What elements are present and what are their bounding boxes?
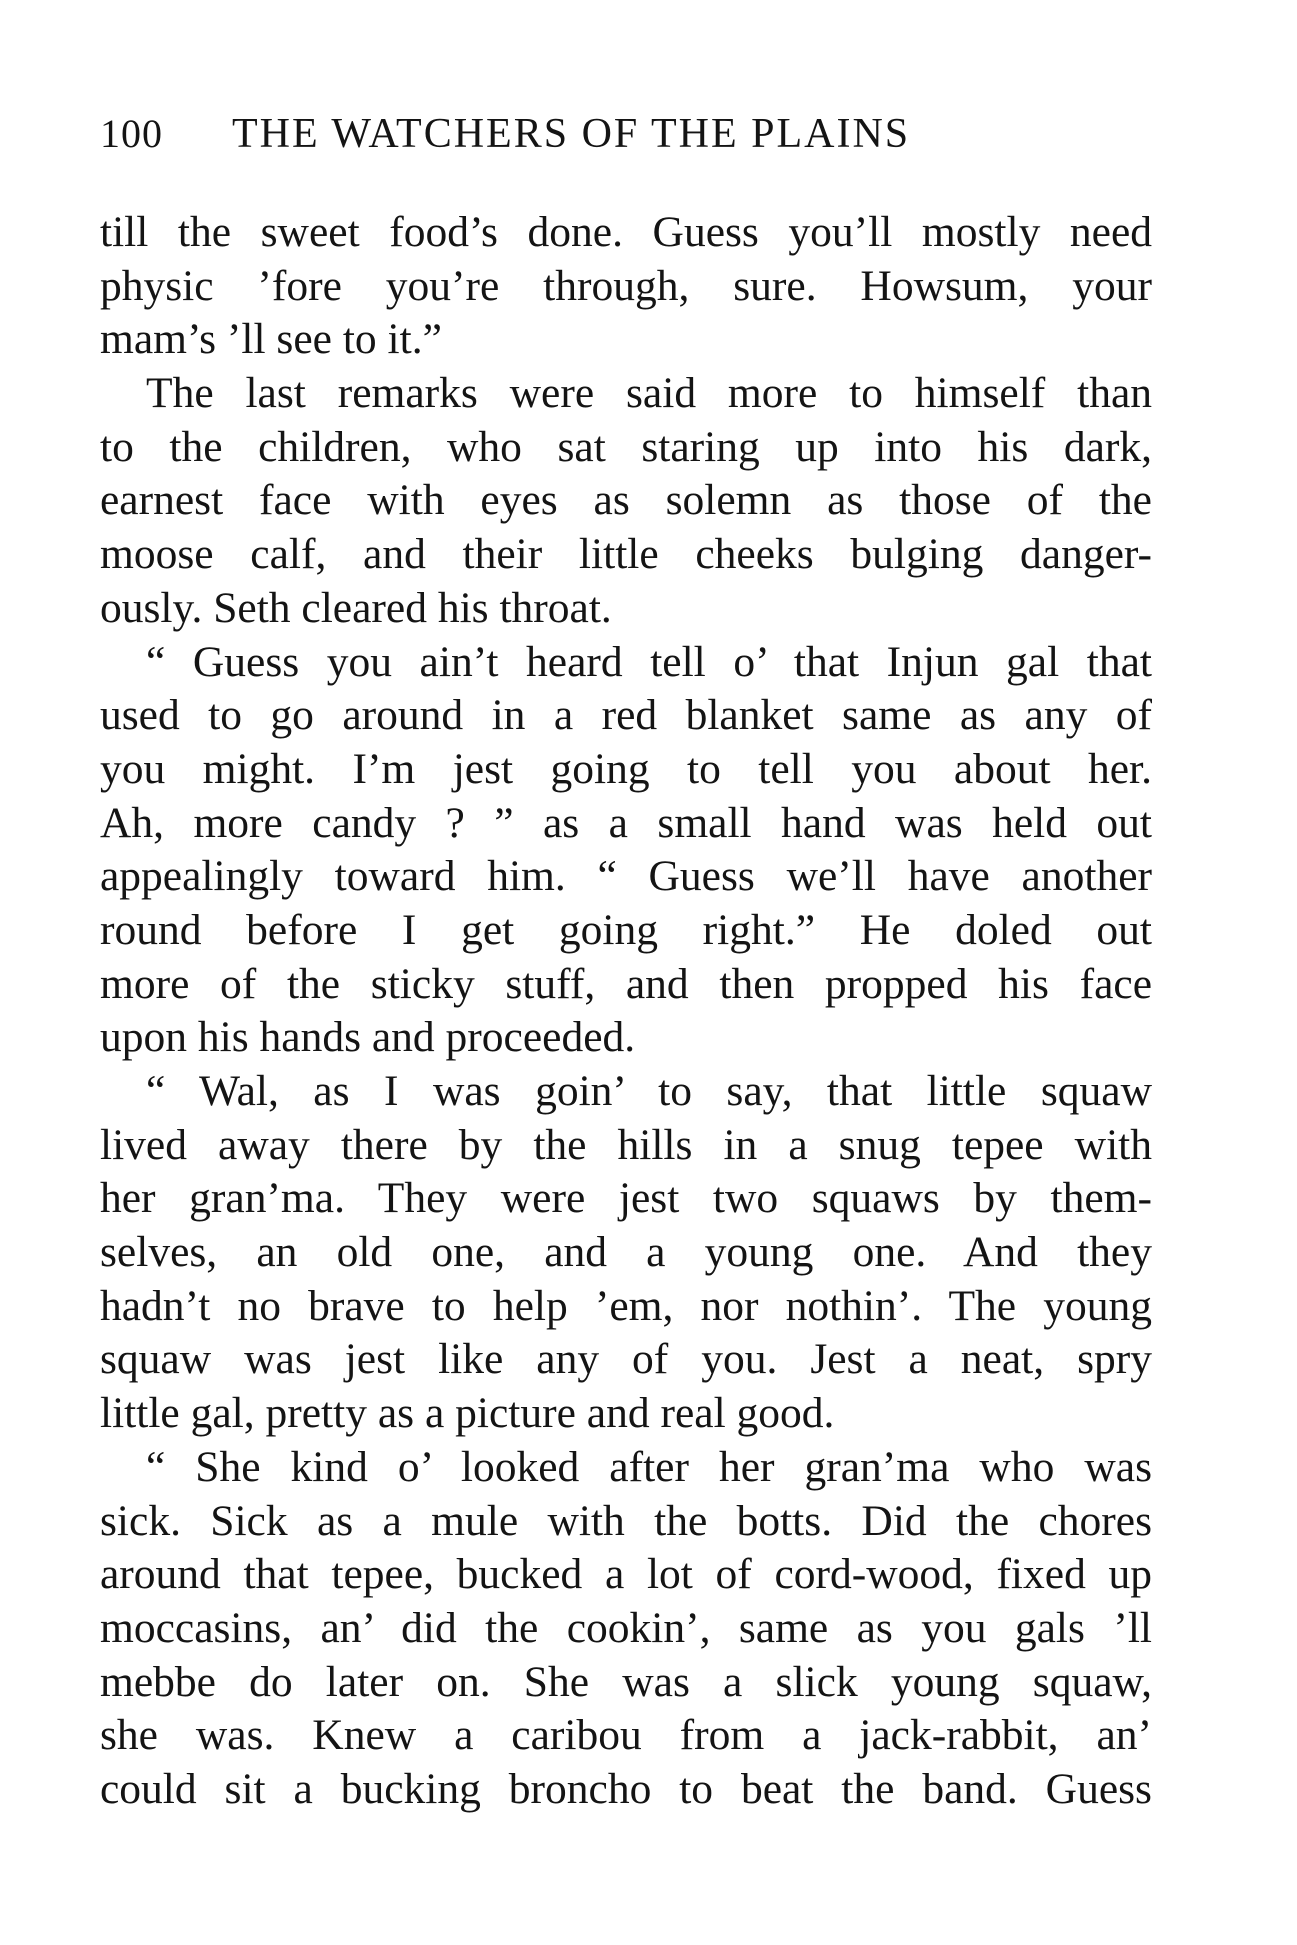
paragraph: [100, 1441, 1152, 1817]
text-line: moccasins, an’ did the cookin’, same as you gals ’ll: [100, 1603, 1152, 1652]
paragraph: [100, 367, 1152, 635]
text-line: you might. I’m jest going to tell you about her.: [100, 744, 1152, 793]
body-text: [100, 206, 1152, 1817]
paragraph: [100, 1065, 1152, 1441]
text-line: could sit a bucking broncho to beat the band. Guess: [100, 1764, 1152, 1813]
text-line: selves, an old one, and a young one. And they: [100, 1228, 1152, 1277]
running-head: [100, 110, 1160, 162]
text-line: little gal, pretty as a picture and real good.: [100, 1389, 835, 1438]
text-line: “ She kind o’ looked after her gran’ma who was: [146, 1442, 1152, 1491]
text-line: upon his hands and proceeded.: [100, 1013, 636, 1062]
text-line: physic ’fore you’re through, sure. Howsum, your: [100, 261, 1152, 310]
text-line: sick. Sick as a mule with the botts. Did the chores: [100, 1496, 1152, 1545]
text-line: mam’s ’ll see to it.”: [100, 315, 442, 364]
text-line: round before I get going right.” He doled out: [100, 905, 1152, 954]
text-line: The last remarks were said more to himself than: [146, 369, 1152, 418]
book-title: THE WATCHERS OF THE PLAINS: [232, 111, 911, 157]
text-line: lived away there by the hills in a snug tepee with: [100, 1120, 1152, 1169]
text-line: around that tepee, bucked a lot of cord-wood, fixed up: [100, 1550, 1152, 1599]
text-line: more of the sticky stuff, and then propped his face: [100, 959, 1152, 1008]
text-line: moose calf, and their little cheeks bulging danger-: [100, 530, 1152, 579]
page-number: 100: [100, 111, 163, 156]
text-line: ously. Seth cleared his throat.: [100, 583, 612, 632]
text-line: “ Guess you ain’t heard tell o’ that Injun gal that: [146, 637, 1152, 686]
text-line: Ah, more candy ? ” as a small hand was held out: [100, 798, 1152, 847]
paragraph: [100, 636, 1152, 1066]
text-line: she was. Knew a caribou from a jack-rabbit, an’: [100, 1711, 1152, 1760]
text-line: squaw was jest like any of you. Jest a neat, spry: [100, 1335, 1152, 1384]
text-line: till the sweet food’s done. Guess you’ll mostly need: [100, 208, 1152, 256]
text-line: used to go around in a red blanket same as any of: [100, 691, 1152, 740]
text-line: her gran’ma. They were jest two squaws by them-: [100, 1174, 1152, 1223]
text-line: appealingly toward him. “ Guess we’ll have another: [100, 852, 1152, 901]
text-line: mebbe do later on. She was a slick young squaw,: [100, 1657, 1152, 1706]
text-line: to the children, who sat staring up into his dark,: [100, 422, 1152, 471]
paragraph: [100, 206, 1152, 367]
text-line: “ Wal, as I was goin’ to say, that little squaw: [146, 1067, 1152, 1115]
text-line: earnest face with eyes as solemn as those of the: [100, 476, 1152, 525]
text-line: hadn’t no brave to help ’em, nor nothin’. The young: [100, 1281, 1152, 1330]
